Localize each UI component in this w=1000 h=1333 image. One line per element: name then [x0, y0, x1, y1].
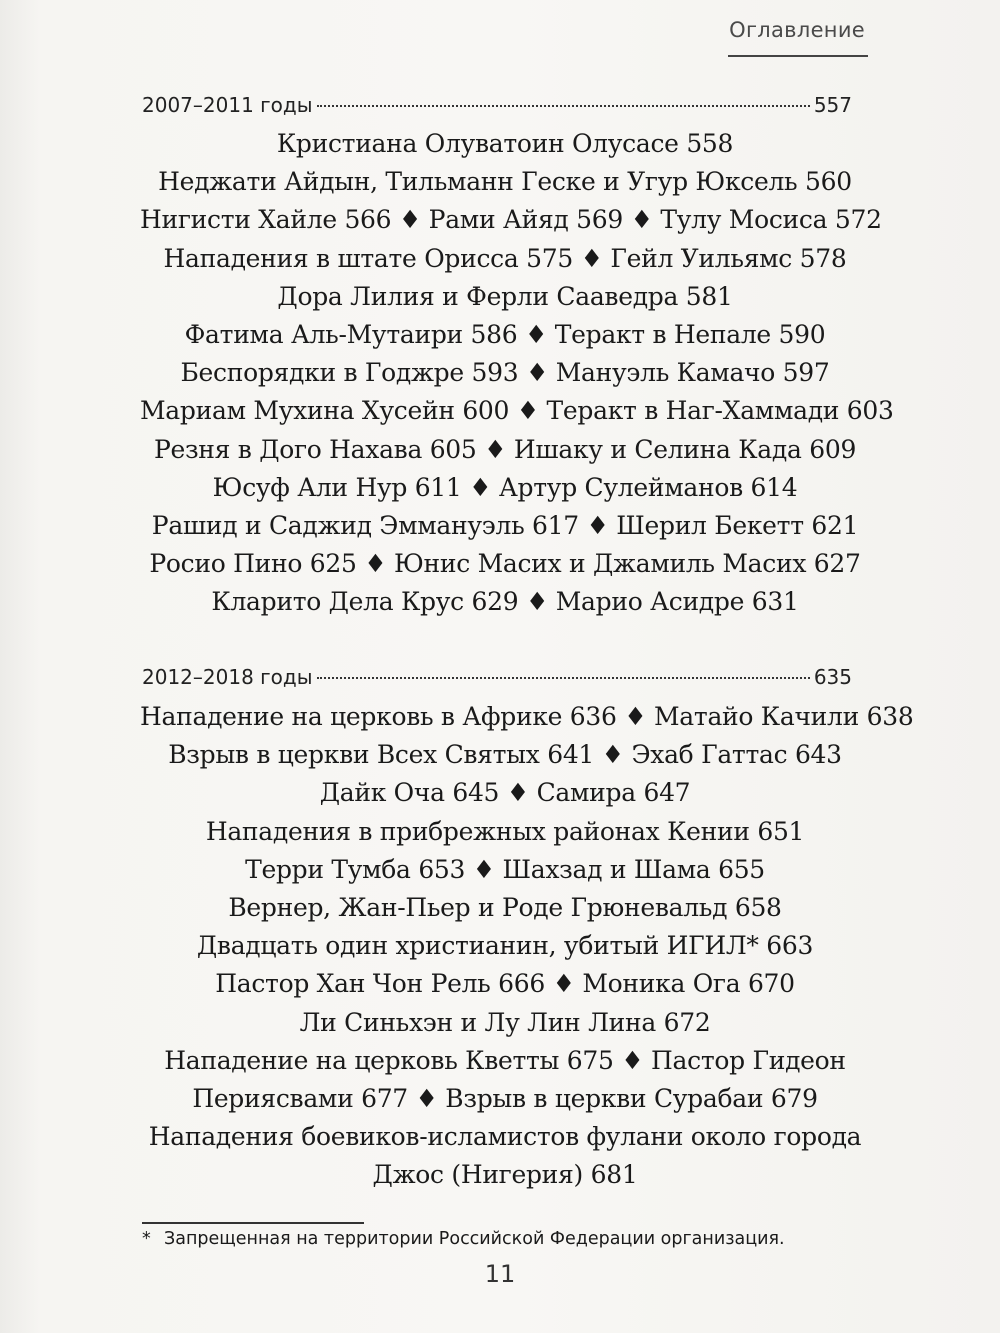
footnote-mark: *	[142, 1229, 151, 1249]
toc-entry: Рашид и Саджид Эммануэль 617 ♦ Шерил Бекетт 621	[151, 511, 859, 541]
dot-leader	[317, 677, 810, 679]
toc-entry: Нападения боевиков-исламистов фулани около города	[148, 1122, 862, 1152]
footnote	[142, 1229, 785, 1249]
toc-entry: Ли Синьхэн и Лу Лин Лина 672	[299, 1007, 711, 1037]
footnote-text: Запрещенная на территории Российской Федерации организация.	[164, 1229, 785, 1249]
toc-entry: Нападения в прибрежных районах Кении 651	[205, 816, 805, 846]
section-title: 2007–2011 годы	[142, 93, 313, 117]
toc-entry: Дора Лилия и Ферли Сааведра 581	[277, 281, 733, 311]
toc-entry: Нападение на церковь в Африке 636 ♦ Матайо Качили 638	[140, 702, 914, 731]
entries-2012-2018	[140, 698, 914, 1195]
toc-entry: Фатима Аль-Мутаири 586 ♦ Теракт в Непале 590	[184, 320, 826, 350]
section-title: 2012–2018 годы	[142, 665, 313, 689]
toc-entry: Кристиана Олуватоин Олусасе 558	[276, 129, 734, 158]
toc-entry: Двадцать один христианин, убитый ИГИЛ* 663	[196, 931, 814, 961]
toc-entry: Периясвами 677 ♦ Взрыв в церкви Сурабаи 679	[192, 1084, 818, 1114]
section-heading-2007-2011	[142, 93, 852, 117]
toc-entry: Нападение на церковь Кветты 675 ♦ Пастор Гидеон	[164, 1045, 846, 1075]
section-page: 557	[813, 93, 852, 117]
toc-entry: Нападения в штате Орисса 575 ♦ Гейл Уильямс 578	[163, 243, 847, 273]
toc-entry: Росио Пино 625 ♦ Юнис Масих и Джамиль Масих 627	[149, 549, 861, 579]
toc-entry: Юсуф Али Нур 611 ♦ Артур Сулейманов 614	[212, 472, 798, 502]
section-heading-2012-2018	[142, 665, 852, 689]
toc-entry: Мариам Мухина Хусейн 600 ♦ Теракт в Наг-Хаммади 603	[140, 396, 894, 426]
footnote-rule	[142, 1222, 364, 1224]
toc-entry: Пастор Хан Чон Рель 666 ♦ Моника Ога 670	[215, 969, 795, 999]
toc-entry: Взрыв в церкви Всех Святых 641 ♦ Эхаб Гаттас 643	[168, 740, 842, 770]
toc-entry: Джос (Нигерия) 681	[372, 1160, 638, 1190]
running-header: Оглавление	[729, 18, 865, 42]
toc-entry: Нигисти Хайле 566 ♦ Рами Айяд 569 ♦ Тулу Мосиса 572	[140, 205, 882, 235]
header-rule	[728, 55, 868, 57]
toc-entry: Вернер, Жан-Пьер и Роде Грюневальд 658	[228, 893, 782, 923]
section-page: 635	[813, 665, 852, 689]
toc-entry: Дайк Оча 645 ♦ Самира 647	[319, 778, 691, 808]
toc-entry: Неджати Айдын, Тильманн Геске и Угур Юксель 560	[158, 167, 852, 197]
entries-2007-2011	[140, 125, 894, 622]
toc-entry: Беспорядки в Годжре 593 ♦ Мануэль Камачо 597	[180, 358, 830, 388]
toc-entry: Резня в Дого Нахава 605 ♦ Ишаку и Селина Када 609	[153, 434, 857, 464]
toc-entry: Кларито Дела Крус 629 ♦ Марио Асидре 631	[211, 587, 799, 617]
dot-leader	[317, 105, 810, 107]
toc-entry: Терри Тумба 653 ♦ Шахзад и Шама 655	[245, 854, 765, 884]
page-number: 11	[484, 1260, 516, 1288]
